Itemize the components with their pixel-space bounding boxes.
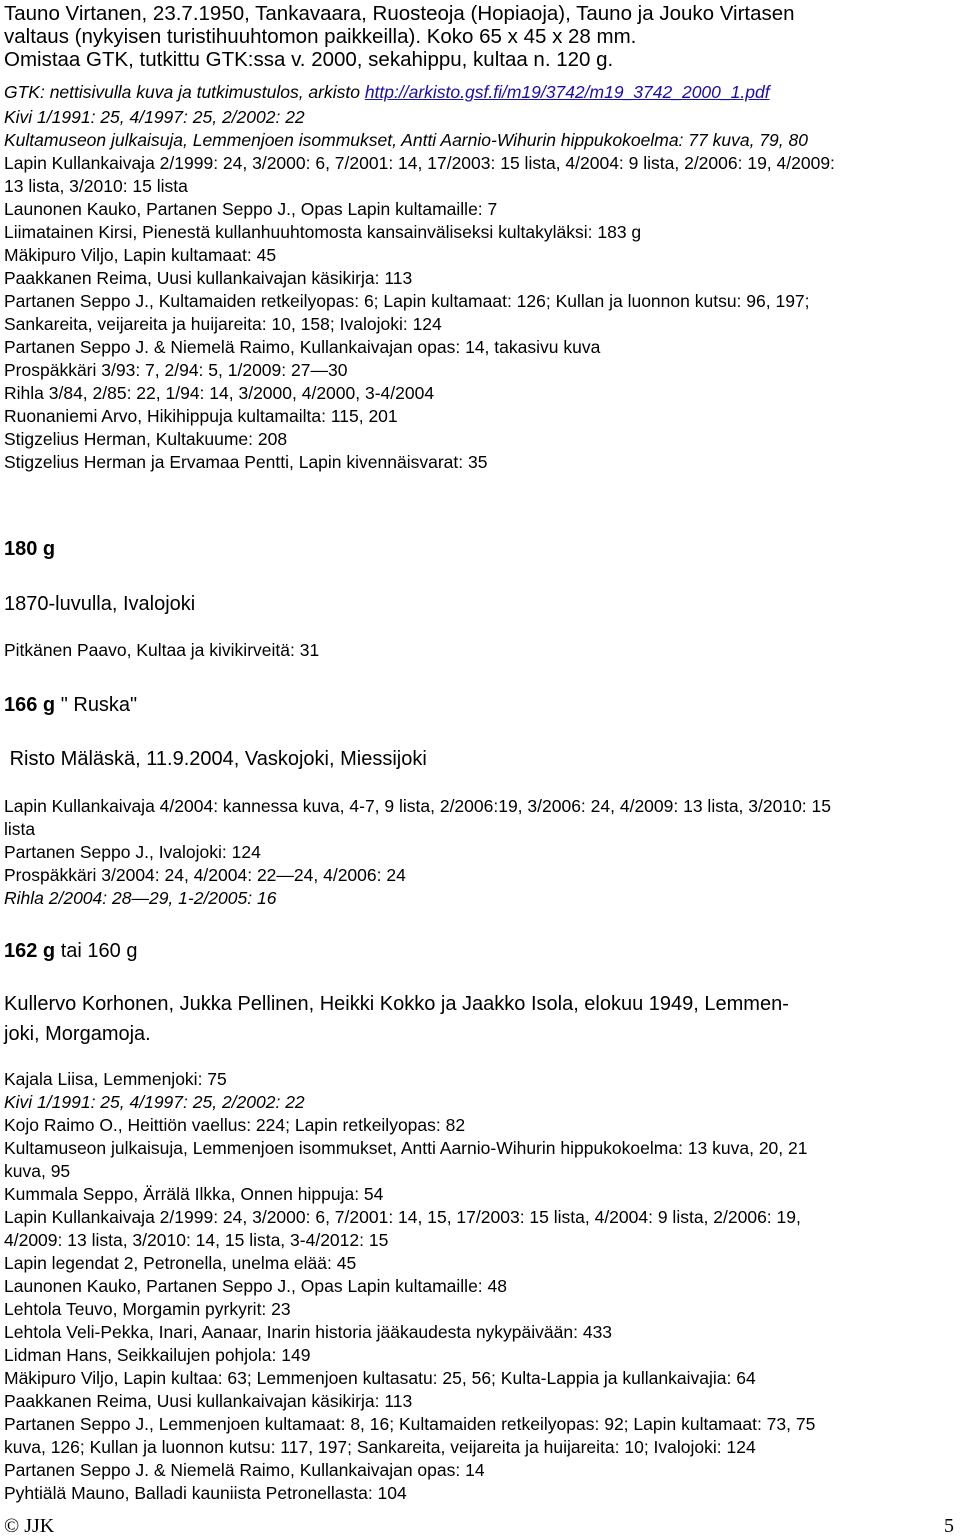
reference-line: Pitkänen Paavo, Kultaa ja kivikirveitä: 31 — [4, 640, 320, 660]
nugget-weight: 166 g " Ruska" — [4, 694, 138, 716]
reference-line: Kivi 1/1991: 25, 4/1997: 25, 2/2002: 22 — [4, 107, 305, 127]
nugget-description: Kullervo Korhonen, Jukka Pellinen, Heikki Kokko ja Jaakko Isola, elokuu 1949, Lemmen- — [4, 993, 789, 1015]
reference-line: Kajala Liisa, Lemmenjoki: 75 — [4, 1069, 227, 1089]
reference-line: Prospäkkäri 3/2004: 24, 4/2004: 22—24, 4/2006: 24 — [4, 865, 406, 885]
reference-line: Lapin Kullankaivaja 4/2004: kannessa kuva, 4-7, 9 lista, 2/2006:19, 3/2006: 24, 4/2009: 13 lista, 3/2010: 15 — [4, 796, 831, 816]
reference-line: Launonen Kauko, Partanen Seppo J., Opas Lapin kultamaille: 48 — [4, 1276, 507, 1296]
nugget-description: joki, Morgamoja. — [4, 1023, 151, 1045]
reference-line: Ruonaniemi Arvo, Hikihippuja kultamailta: 115, 201 — [4, 406, 398, 426]
reference-line: Stigzelius Herman, Kultakuume: 208 — [4, 429, 288, 449]
reference-line: Mäkipuro Viljo, Lapin kultamaat: 45 — [4, 245, 277, 265]
reference-line: Partanen Seppo J., Ivalojoki: 124 — [4, 842, 261, 862]
reference-line: lista — [4, 819, 36, 839]
intro-line: valtaus (nykyisen turistihuuhtomon paikkeilla). Koko 65 x 45 x 28 mm. — [4, 25, 637, 48]
reference-line: Launonen Kauko, Partanen Seppo J., Opas Lapin kultamaille: 7 — [4, 199, 498, 219]
reference-line: Liimatainen Kirsi, Pienestä kullanhuuhtomosta kansainväliseksi kultakyläksi: 183 g — [4, 222, 642, 242]
reference-line: Lapin Kullankaivaja 2/1999: 24, 3/2000: 6, 7/2001: 14, 15, 17/2003: 15 lista, 4/2004: 9 lista, 2/2006: 19, — [4, 1207, 801, 1227]
reference-line: Lapin legendat 2, Petronella, unelma elää: 45 — [4, 1253, 357, 1273]
reference-line: Partanen Seppo J. & Niemelä Raimo, Kullankaivajan opas: 14, takasivu kuva — [4, 337, 601, 357]
nugget-name: " Ruska" — [55, 694, 138, 716]
reference-line: 13 lista, 3/2010: 15 lista — [4, 176, 188, 196]
reference-line: Kojo Raimo O., Heittiön vaellus: 224; Lapin retkeilyopas: 82 — [4, 1115, 466, 1135]
reference-line: kuva, 95 — [4, 1161, 71, 1181]
reference-line: Partanen Seppo J., Kultamaiden retkeilyopas: 6; Lapin kultamaat: 126; Kullan ja luonnon kutsu: 96, 197; — [4, 291, 810, 311]
page-number: 5 — [944, 1515, 954, 1537]
reference-line: Kultamuseon julkaisuja, Lemmenjoen isommukset, Antti Aarnio-Wihurin hippukokoelma: 13 kuva, 20, 21 — [4, 1138, 808, 1158]
reference-line: Lehtola Teuvo, Morgamin pyrkyrit: 23 — [4, 1299, 291, 1319]
reference-line: Lehtola Veli-Pekka, Inari, Aanaar, Inarin historia jääkaudesta nykypäivään: 433 — [4, 1322, 613, 1342]
reference-line: Lidman Hans, Seikkailujen pohjola: 149 — [4, 1345, 311, 1365]
reference-line: Kultamuseon julkaisuja, Lemmenjoen isommukset, Antti Aarnio-Wihurin hippukokoelma: 77 kuva, 79, 80 — [4, 130, 808, 150]
reference-line: kuva, 126; Kullan ja luonnon kutsu: 117, 197; Sankareita, veijareita ja huijareita: 10; Ivalojoki: 124 — [4, 1437, 756, 1457]
gtk-archive-link[interactable]: http://arkisto.gsf.fi/m19/3742/m19_3742_2000_1.pdf — [364, 82, 770, 102]
nugget-weight: 162 g tai 160 g — [4, 940, 138, 962]
reference-line: Stigzelius Herman ja Ervamaa Pentti, Lapin kivennäisvarat: 35 — [4, 452, 488, 472]
reference-line: Lapin Kullankaivaja 2/1999: 24, 3/2000: 6, 7/2001: 14, 17/2003: 15 lista, 4/2004: 9 lista, 2/2006: 19, 4/2009: — [4, 153, 835, 173]
nugget-description: Risto Mäläskä, 11.9.2004, Vaskojoki, Miessijoki — [9, 748, 427, 770]
reference-line: Kivi 1/1991: 25, 4/1997: 25, 2/2002: 22 — [4, 1092, 305, 1112]
reference-line: Sankareita, veijareita ja huijareita: 10, 158; Ivalojoki: 124 — [4, 314, 442, 334]
reference-line: Paakkanen Reima, Uusi kullankaivajan käsikirja: 113 — [4, 1391, 413, 1411]
reference-line: Pyhtiälä Mauno, Balladi kauniista Petronellasta: 104 — [4, 1483, 407, 1503]
gtk-line — [4, 82, 770, 103]
intro-line: Omistaa GTK, tutkittu GTK:ssa v. 2000, sekahippu, kultaa n. 120 g. — [4, 48, 614, 71]
reference-line: Partanen Seppo J. & Niemelä Raimo, Kullankaivajan opas: 14 — [4, 1460, 485, 1480]
reference-line: Partanen Seppo J., Lemmenjoen kultamaat: 8, 16; Kultamaiden retkeilyopas: 92; Lapin kultamaat: 73, 75 — [4, 1414, 816, 1434]
reference-line: Kummala Seppo, Ärrälä Ilkka, Onnen hippuja: 54 — [4, 1184, 384, 1204]
reference-line: Rihla 2/2004: 28—29, 1-2/2005: 16 — [4, 888, 277, 908]
reference-line: Rihla 3/84, 2/85: 22, 1/94: 14, 3/2000, 4/2000, 3-4/2004 — [4, 383, 435, 403]
intro-line: Tauno Virtanen, 23.7.1950, Tankavaara, Ruosteoja (Hopiaoja), Tauno ja Jouko Virtasen — [4, 2, 795, 25]
reference-line: Mäkipuro Viljo, Lapin kultaa: 63; Lemmenjoen kultasatu: 25, 56; Kulta-Lappia ja kullankaivajia: 64 — [4, 1368, 756, 1388]
reference-line: Prospäkkäri 3/93: 7, 2/94: 5, 1/2009: 27—30 — [4, 360, 348, 380]
copyright-notice: © JJK — [4, 1515, 55, 1537]
nugget-weight: 180 g — [4, 538, 56, 560]
gtk-prefix: GTK: nettisivulla kuva ja tutkimustulos, arkisto — [4, 82, 365, 102]
reference-line: Paakkanen Reima, Uusi kullankaivajan käsikirja: 113 — [4, 268, 413, 288]
reference-line: 4/2009: 13 lista, 3/2010: 14, 15 lista, 3-4/2012: 15 — [4, 1230, 389, 1250]
nugget-description: 1870-luvulla, Ivalojoki — [4, 593, 196, 615]
